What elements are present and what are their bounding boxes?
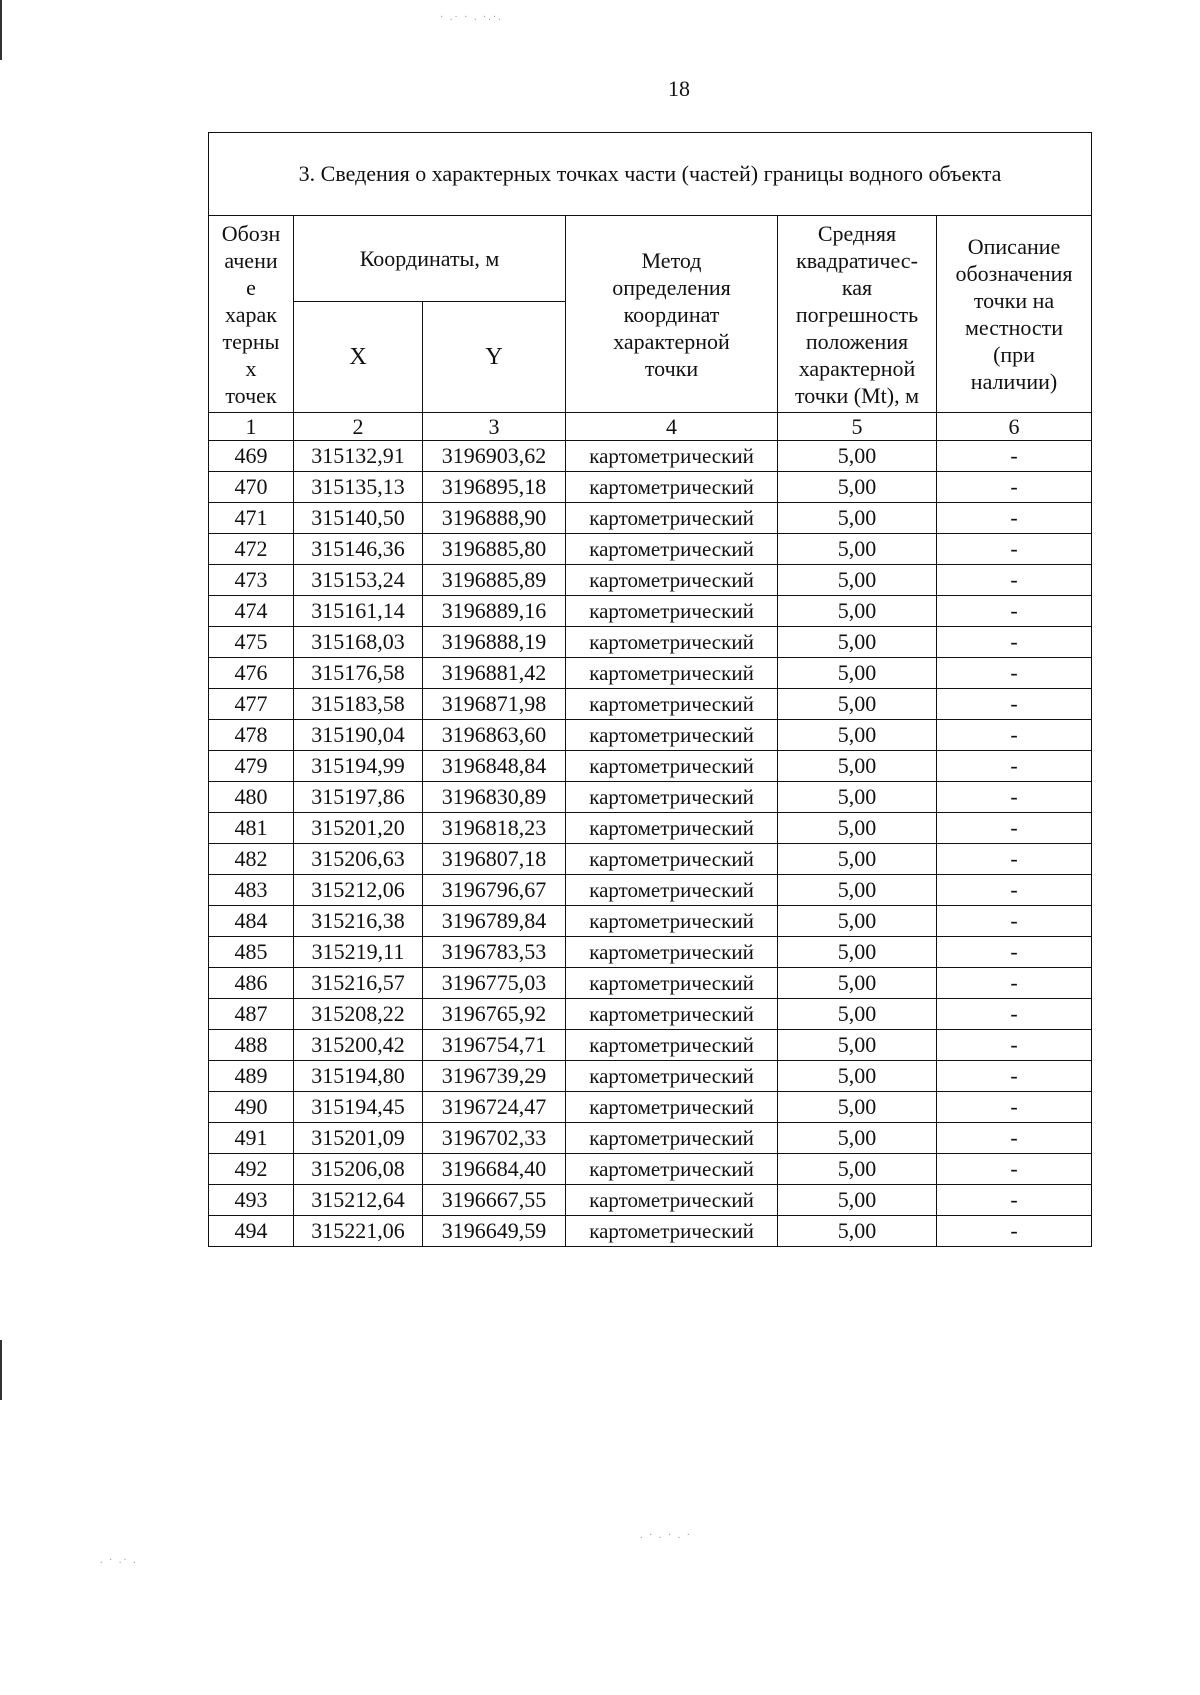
y-coordinate-cell: 3196818,23: [423, 813, 566, 844]
header-error-line: точки (Mt), м: [794, 382, 920, 408]
header-designation-line: харак: [225, 301, 277, 327]
mt-error-cell: 5,00: [778, 906, 937, 937]
y-coordinate-cell: 3196871,98: [423, 689, 566, 720]
mt-error-cell: 5,00: [778, 1092, 937, 1123]
header-error-line: кая: [841, 274, 873, 300]
mt-error-cell: 5,00: [778, 1030, 937, 1061]
column-number: 5: [778, 413, 937, 441]
point-id-cell: 492: [209, 1154, 294, 1185]
point-id-cell: 475: [209, 627, 294, 658]
method-cell: картометрический: [566, 720, 778, 751]
header-description-line: (при: [993, 342, 1035, 367]
table-row: [209, 875, 1092, 906]
y-coordinate-cell: 3196739,29: [423, 1061, 566, 1092]
mt-error-cell: 5,00: [778, 720, 937, 751]
description-cell: -: [937, 1030, 1092, 1061]
description-cell: -: [937, 720, 1092, 751]
method-cell: картометрический: [566, 1154, 778, 1185]
y-coordinate-cell: 3196863,60: [423, 720, 566, 751]
description-cell: -: [937, 1123, 1092, 1154]
description-cell: -: [937, 1185, 1092, 1216]
x-coordinate-cell: 315183,58: [294, 689, 423, 720]
x-coordinate-cell: 315140,50: [294, 503, 423, 534]
mt-error-cell: 5,00: [778, 875, 937, 906]
description-cell: -: [937, 472, 1092, 503]
mt-error-cell: 5,00: [778, 627, 937, 658]
x-coordinate-cell: 315168,03: [294, 627, 423, 658]
mt-error-cell: 5,00: [778, 844, 937, 875]
header-method-line: точки: [644, 355, 699, 381]
header-error: [778, 216, 937, 413]
method-cell: картометрический: [566, 844, 778, 875]
x-coordinate-cell: 315206,63: [294, 844, 423, 875]
method-cell: картометрический: [566, 1185, 778, 1216]
y-coordinate-cell: 3196848,84: [423, 751, 566, 782]
header-description-line: местности: [964, 315, 1064, 340]
header-error-line: квадратичес-: [796, 247, 918, 273]
table-row: [209, 689, 1092, 720]
header-designation-line: е: [246, 274, 256, 300]
mt-error-cell: 5,00: [778, 999, 937, 1030]
x-coordinate-cell: 315194,80: [294, 1061, 423, 1092]
x-coordinate-cell: 315200,42: [294, 1030, 423, 1061]
table-row: [209, 1061, 1092, 1092]
method-cell: картометрический: [566, 782, 778, 813]
point-id-cell: 485: [209, 937, 294, 968]
y-coordinate-cell: 3196765,92: [423, 999, 566, 1030]
point-id-cell: 482: [209, 844, 294, 875]
header-y: Y: [423, 302, 566, 413]
point-id-cell: 479: [209, 751, 294, 782]
mt-error-cell: 5,00: [778, 1216, 937, 1247]
point-id-cell: 483: [209, 875, 294, 906]
header-method-line: координат: [623, 301, 720, 327]
y-coordinate-cell: 3196888,19: [423, 627, 566, 658]
x-coordinate-cell: 315190,04: [294, 720, 423, 751]
y-coordinate-cell: 3196903,62: [423, 441, 566, 472]
point-id-cell: 471: [209, 503, 294, 534]
table-row: [209, 968, 1092, 999]
description-cell: -: [937, 875, 1092, 906]
mt-error-cell: 5,00: [778, 472, 937, 503]
y-coordinate-cell: 3196667,55: [423, 1185, 566, 1216]
description-cell: -: [937, 937, 1092, 968]
table-row: [209, 1216, 1092, 1247]
header-designation-line: точек: [225, 382, 277, 408]
table-row: [209, 565, 1092, 596]
method-cell: картометрический: [566, 1061, 778, 1092]
method-cell: картометрический: [566, 937, 778, 968]
table-row: [209, 999, 1092, 1030]
y-coordinate-cell: 3196885,80: [423, 534, 566, 565]
table-row: [209, 906, 1092, 937]
y-coordinate-cell: 3196649,59: [423, 1216, 566, 1247]
mt-error-cell: 5,00: [778, 937, 937, 968]
header-coordinates: Координаты, м: [294, 216, 566, 302]
x-coordinate-cell: 315206,08: [294, 1154, 423, 1185]
method-cell: картометрический: [566, 906, 778, 937]
table-row: [209, 596, 1092, 627]
method-cell: картометрический: [566, 565, 778, 596]
header-method-line: определения: [612, 274, 731, 300]
header-description-line: точки на: [973, 288, 1055, 313]
scan-edge-mark: [0, 1340, 2, 1400]
x-coordinate-cell: 315216,57: [294, 968, 423, 999]
point-id-cell: 486: [209, 968, 294, 999]
y-coordinate-cell: 3196702,33: [423, 1123, 566, 1154]
description-cell: -: [937, 751, 1092, 782]
method-cell: картометрический: [566, 875, 778, 906]
y-coordinate-cell: 3196724,47: [423, 1092, 566, 1123]
point-id-cell: 469: [209, 441, 294, 472]
scan-noise: · .· · . ·.·.: [440, 12, 503, 23]
mt-error-cell: 5,00: [778, 1154, 937, 1185]
y-coordinate-cell: 3196807,18: [423, 844, 566, 875]
x-coordinate-cell: 315146,36: [294, 534, 423, 565]
point-id-cell: 493: [209, 1185, 294, 1216]
table-row: [209, 441, 1092, 472]
y-coordinate-cell: 3196775,03: [423, 968, 566, 999]
point-id-cell: 473: [209, 565, 294, 596]
x-coordinate-cell: 315194,45: [294, 1092, 423, 1123]
mt-error-cell: 5,00: [778, 689, 937, 720]
description-cell: -: [937, 844, 1092, 875]
x-coordinate-cell: 315201,20: [294, 813, 423, 844]
method-cell: картометрический: [566, 534, 778, 565]
point-id-cell: 490: [209, 1092, 294, 1123]
table-row: [209, 813, 1092, 844]
point-id-cell: 472: [209, 534, 294, 565]
description-cell: -: [937, 782, 1092, 813]
table-row: [209, 751, 1092, 782]
table-row: [209, 720, 1092, 751]
method-cell: картометрический: [566, 472, 778, 503]
mt-error-cell: 5,00: [778, 1123, 937, 1154]
table-row: [209, 1185, 1092, 1216]
x-coordinate-cell: 315153,24: [294, 565, 423, 596]
method-cell: картометрический: [566, 596, 778, 627]
method-cell: картометрический: [566, 968, 778, 999]
column-number: 4: [566, 413, 778, 441]
header-error-line: характерной: [798, 355, 916, 381]
boundary-points-table: [208, 132, 1092, 1247]
x-coordinate-cell: 315221,06: [294, 1216, 423, 1247]
method-cell: картометрический: [566, 689, 778, 720]
header-method: [566, 216, 778, 413]
y-coordinate-cell: 3196754,71: [423, 1030, 566, 1061]
column-numbers-row: [209, 413, 1092, 441]
x-coordinate-cell: 315208,22: [294, 999, 423, 1030]
point-id-cell: 491: [209, 1123, 294, 1154]
column-number: 3: [423, 413, 566, 441]
point-id-cell: 481: [209, 813, 294, 844]
mt-error-cell: 5,00: [778, 1185, 937, 1216]
header-description: [937, 216, 1092, 413]
mt-error-cell: 5,00: [778, 565, 937, 596]
x-coordinate-cell: 315194,99: [294, 751, 423, 782]
description-cell: -: [937, 441, 1092, 472]
description-cell: -: [937, 503, 1092, 534]
table-row: [209, 1030, 1092, 1061]
x-coordinate-cell: 315212,64: [294, 1185, 423, 1216]
table-row: [209, 534, 1092, 565]
y-coordinate-cell: 3196789,84: [423, 906, 566, 937]
mt-error-cell: 5,00: [778, 968, 937, 999]
method-cell: картометрический: [566, 751, 778, 782]
y-coordinate-cell: 3196889,16: [423, 596, 566, 627]
mt-error-cell: 5,00: [778, 441, 937, 472]
y-coordinate-cell: 3196881,42: [423, 658, 566, 689]
header-method-line: Метод: [641, 247, 702, 273]
description-cell: -: [937, 534, 1092, 565]
header-designation-line: терны: [222, 328, 280, 354]
mt-error-cell: 5,00: [778, 658, 937, 689]
header-designation-line: Обозн: [221, 220, 281, 246]
description-cell: -: [937, 1154, 1092, 1185]
y-coordinate-cell: 3196895,18: [423, 472, 566, 503]
y-coordinate-cell: 3196684,40: [423, 1154, 566, 1185]
point-id-cell: 489: [209, 1061, 294, 1092]
y-coordinate-cell: 3196796,67: [423, 875, 566, 906]
y-coordinate-cell: 3196885,89: [423, 565, 566, 596]
description-cell: -: [937, 1092, 1092, 1123]
column-number: 1: [209, 413, 294, 441]
mt-error-cell: 5,00: [778, 782, 937, 813]
x-coordinate-cell: 315201,09: [294, 1123, 423, 1154]
table-row: [209, 844, 1092, 875]
table-row: [209, 782, 1092, 813]
header-designation-line: х: [245, 355, 257, 381]
table-title: 3. Сведения о характерных точках части (частей) границы водного объекта: [209, 133, 1092, 216]
scan-noise: . · .· .: [100, 1555, 138, 1566]
point-id-cell: 488: [209, 1030, 294, 1061]
header-description-line: наличии): [970, 369, 1058, 394]
table-row: [209, 1092, 1092, 1123]
method-cell: картометрический: [566, 627, 778, 658]
header-error-line: Средняя: [817, 220, 897, 246]
mt-error-cell: 5,00: [778, 813, 937, 844]
table-row: [209, 1123, 1092, 1154]
mt-error-cell: 5,00: [778, 534, 937, 565]
y-coordinate-cell: 3196783,53: [423, 937, 566, 968]
point-id-cell: 480: [209, 782, 294, 813]
description-cell: -: [937, 596, 1092, 627]
point-id-cell: 478: [209, 720, 294, 751]
header-description-line: обозначения: [955, 261, 1073, 286]
header-designation-line: ачени: [224, 247, 278, 273]
column-number: 2: [294, 413, 423, 441]
description-cell: -: [937, 1061, 1092, 1092]
description-cell: -: [937, 565, 1092, 596]
point-id-cell: 470: [209, 472, 294, 503]
point-id-cell: 476: [209, 658, 294, 689]
description-cell: -: [937, 627, 1092, 658]
column-number: 6: [937, 413, 1092, 441]
header-designation: [209, 216, 294, 413]
table-row: [209, 503, 1092, 534]
method-cell: картометрический: [566, 658, 778, 689]
table-body: [209, 441, 1092, 1247]
header-method-line: характерной: [613, 328, 730, 354]
table-row: [209, 1154, 1092, 1185]
header-description-line: Описание: [967, 234, 1061, 259]
x-coordinate-cell: 315219,11: [294, 937, 423, 968]
point-id-cell: 477: [209, 689, 294, 720]
page-number: 18: [668, 76, 690, 101]
x-coordinate-cell: 315197,86: [294, 782, 423, 813]
description-cell: -: [937, 689, 1092, 720]
mt-error-cell: 5,00: [778, 596, 937, 627]
description-cell: -: [937, 1216, 1092, 1247]
header-error-line: погрешность: [795, 301, 919, 327]
method-cell: картометрический: [566, 1030, 778, 1061]
point-id-cell: 494: [209, 1216, 294, 1247]
mt-error-cell: 5,00: [778, 503, 937, 534]
header-x: X: [294, 302, 423, 413]
x-coordinate-cell: 315212,06: [294, 875, 423, 906]
description-cell: -: [937, 658, 1092, 689]
x-coordinate-cell: 315132,91: [294, 441, 423, 472]
scan-noise: . · . · . ·: [640, 1530, 692, 1541]
mt-error-cell: 5,00: [778, 1061, 937, 1092]
point-id-cell: 487: [209, 999, 294, 1030]
x-coordinate-cell: 315176,58: [294, 658, 423, 689]
y-coordinate-cell: 3196830,89: [423, 782, 566, 813]
method-cell: картометрический: [566, 1092, 778, 1123]
description-cell: -: [937, 968, 1092, 999]
x-coordinate-cell: 315161,14: [294, 596, 423, 627]
point-id-cell: 474: [209, 596, 294, 627]
method-cell: картометрический: [566, 1123, 778, 1154]
table-row: [209, 658, 1092, 689]
scan-edge-mark: [0, 0, 2, 60]
point-id-cell: 484: [209, 906, 294, 937]
method-cell: картометрический: [566, 999, 778, 1030]
description-cell: -: [937, 906, 1092, 937]
x-coordinate-cell: 315216,38: [294, 906, 423, 937]
x-coordinate-cell: 315135,13: [294, 472, 423, 503]
method-cell: картометрический: [566, 813, 778, 844]
method-cell: картометрический: [566, 1216, 778, 1247]
description-cell: -: [937, 813, 1092, 844]
mt-error-cell: 5,00: [778, 751, 937, 782]
table-row: [209, 937, 1092, 968]
method-cell: картометрический: [566, 503, 778, 534]
table-row: [209, 472, 1092, 503]
header-error-line: положения: [805, 328, 909, 354]
method-cell: картометрический: [566, 441, 778, 472]
table-row: [209, 627, 1092, 658]
description-cell: -: [937, 999, 1092, 1030]
y-coordinate-cell: 3196888,90: [423, 503, 566, 534]
